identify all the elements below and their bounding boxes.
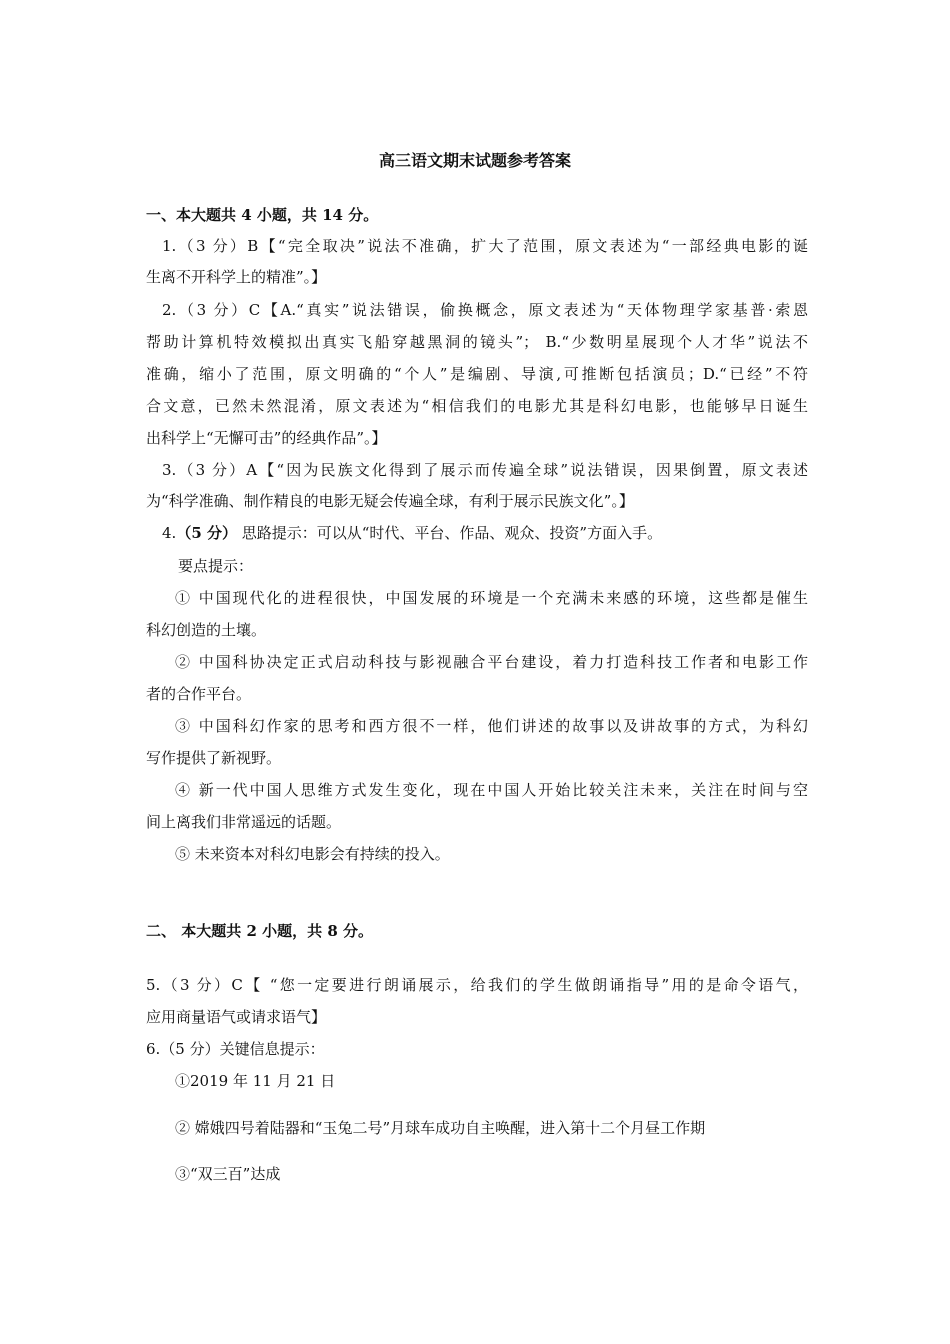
q4-point-1-line-2: 科幻创造的土壤。 — [146, 621, 267, 639]
q4-point-2-line-2: 者的合作平台。 — [146, 685, 252, 703]
q3-line-2: 为“科学准确、制作精良的电影无疑会传遍全球，有利于展示民族文化”。】 — [146, 492, 634, 510]
q4-point-4-line-1: ④ 新一代中国人思维方式发生变化，现在中国人开始比较关注未来，关注在时间与空 — [175, 781, 808, 799]
q2-line-1: 2.（3 分）C【A.“真实”说法错误，偷换概念，原文表述为“天体物理学家基普·索恩 — [162, 301, 808, 319]
page-title: 高三语文期末试题参考答案 — [378, 151, 571, 170]
q4-line-1 — [162, 523, 808, 543]
q2-line-5: 出科学上“无懈可击”的经典作品”。】 — [146, 429, 387, 447]
q2-line-4: 合文意，已然未然混淆，原文表述为“相信我们的电影尤其是科幻电影，也能够早日诞生 — [146, 397, 808, 415]
q4-point-2-line-1: ② 中国科协决定正式启动科技与影视融合平台建设，着力打造科技工作者和电影工作 — [175, 653, 808, 671]
q2-line-2: 帮助计算机特效模拟出真实飞船穿越黑洞的镜头”； B.“少数明星展现个人才华”说法不 — [146, 333, 808, 351]
q5-line-1: 5.（3 分）C【 “您一定要进行朗诵展示，给我们的学生做朗诵指导”用的是命令语气， — [146, 976, 808, 994]
q5-line-2: 应用商量语气或请求语气】 — [146, 1008, 327, 1026]
q4-point-5-line-1: ⑤ 未来资本对科幻电影会有持续的投入。 — [175, 845, 450, 863]
q1-line-1: 1.（3 分）B【“完全取决”说法不准确，扩大了范围，原文表述为“一部经典电影的诞 — [162, 237, 808, 255]
q4-point-1-line-1: ① 中国现代化的进程很快，中国发展的环境是一个充满未来感的环境，这些都是催生 — [175, 589, 808, 607]
q4-point-4-line-2: 间上离我们非常遥远的话题。 — [146, 813, 342, 831]
q4-point-3-line-2: 写作提供了新视野。 — [146, 749, 282, 767]
section-1-heading: 一、本大题共 4 小题，共 14 分。 — [146, 206, 379, 224]
q4-points-label: 要点提示： — [178, 557, 254, 575]
q6-key-1: ①2019 年 11 月 21 日 — [175, 1072, 336, 1090]
q2-line-3: 准确，缩小了范围，原文明确的“个人”是编剧、导演,可推断包括演员；D.“已经”不符 — [146, 365, 808, 383]
section-2-heading: 二、 本大题共 2 小题，共 8 分。 — [146, 922, 373, 940]
q1-line-2: 生离不开科学上的精准”。】 — [146, 268, 327, 286]
q6-key-3: ③“双三百”达成 — [175, 1165, 281, 1183]
q4-hint: 思路提示：可以从“时代、平台、作品、观众、投资”方面入手。 — [236, 524, 663, 542]
q4-point-3-line-1: ③ 中国科幻作家的思考和西方很不一样，他们讲述的故事以及讲故事的方式，为科幻 — [175, 717, 808, 735]
q6-key-2: ② 嫦娥四号着陆器和“玉兔二号”月球车成功自主唤醒，进入第十二个月昼工作期 — [175, 1119, 706, 1137]
q6-line-1: 6.（5 分）关键信息提示： — [146, 1040, 325, 1058]
q4-number: 4. — [162, 524, 177, 542]
q4-score: （5 分） — [176, 524, 237, 542]
q3-line-1: 3.（3 分）A【“因为民族文化得到了展示而传遍全球”说法错误，因果倒置，原文表述 — [162, 461, 808, 479]
